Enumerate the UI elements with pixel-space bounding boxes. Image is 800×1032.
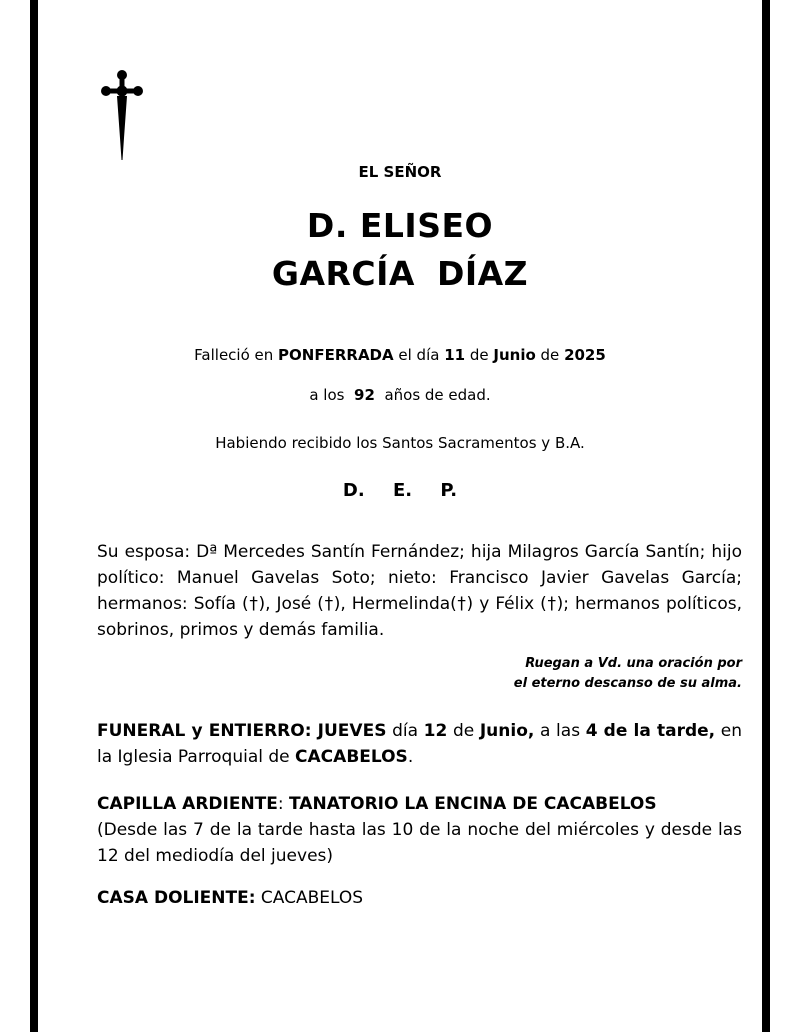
casa-label: CASA DOLIENTE:	[97, 888, 256, 908]
casa-value: CACABELOS	[255, 888, 364, 908]
casa-doliente	[97, 885, 742, 911]
capilla-detail: (Desde las 7 de la tarde hasta las 10 de la noche del miércoles y desde las 12 del mediodía del jueves)	[97, 820, 742, 866]
deceased-name-line1: D. ELISEO	[306, 206, 494, 245]
funeral-time: 4 de la tarde,	[585, 721, 716, 741]
left-border	[30, 0, 38, 1032]
cross-icon	[100, 68, 144, 162]
age-years: 92	[354, 386, 375, 404]
family-paragraph: Su esposa: Dª Mercedes Santín Fernández; hija Milagros García Santín; hijo político: Manuel Gavelas Soto; nieto: Francisco Javier Gavelas García; hermanos: Sofía (†), José (†), Hermelinda(†) y Félix (†); hermanos políticos, sobrinos, primos y demás familia.	[97, 542, 742, 640]
deceased-name-line2: GARCÍA DÍAZ	[271, 254, 529, 293]
death-year: 2025	[564, 346, 606, 364]
death-day: 11	[444, 346, 466, 364]
sacraments-text: Habiendo recibido los Santos Sacramentos y B.A.	[215, 434, 585, 452]
title-el-senor: EL SEÑOR	[358, 163, 442, 181]
death-place: PONFERRADA	[278, 346, 394, 364]
prayer-text	[514, 654, 742, 694]
dep-text: D. E. P.	[342, 480, 458, 501]
capilla-label: CAPILLA ARDIENTE	[97, 794, 278, 814]
capilla-place: TANATORIO LA ENCINA DE CACABELOS	[289, 794, 657, 814]
funeral-label: FUNERAL y ENTIERRO: JUEVES	[97, 721, 387, 741]
funeral-day: 12	[423, 721, 448, 741]
age-info: a los 92 años de edad.	[309, 386, 491, 404]
death-info: Falleció en PONFERRADA el día 11 de Junio de 2025	[194, 346, 606, 364]
funeral-month: Junio,	[479, 721, 535, 741]
right-border	[762, 0, 770, 1032]
funeral-place: CACABELOS	[295, 747, 408, 767]
prayer-line-2: el eterno descanso de su alma.	[513, 676, 742, 691]
funeral-info: FUNERAL y ENTIERRO: JUEVES día 12 de Junio, a las 4 de la tarde, en la Iglesia Parroquial de CACABELOS.	[97, 721, 742, 767]
capilla-info: CAPILLA ARDIENTE: TANATORIO LA ENCINA DE CACABELOS (Desde las 7 de la tarde hasta las 10 de la noche del miércoles y desde las 12 del mediodía del jueves)	[97, 791, 742, 869]
death-month: Junio	[493, 346, 536, 364]
prayer-line-1: Ruegan a Vd. una oración por	[525, 656, 742, 671]
